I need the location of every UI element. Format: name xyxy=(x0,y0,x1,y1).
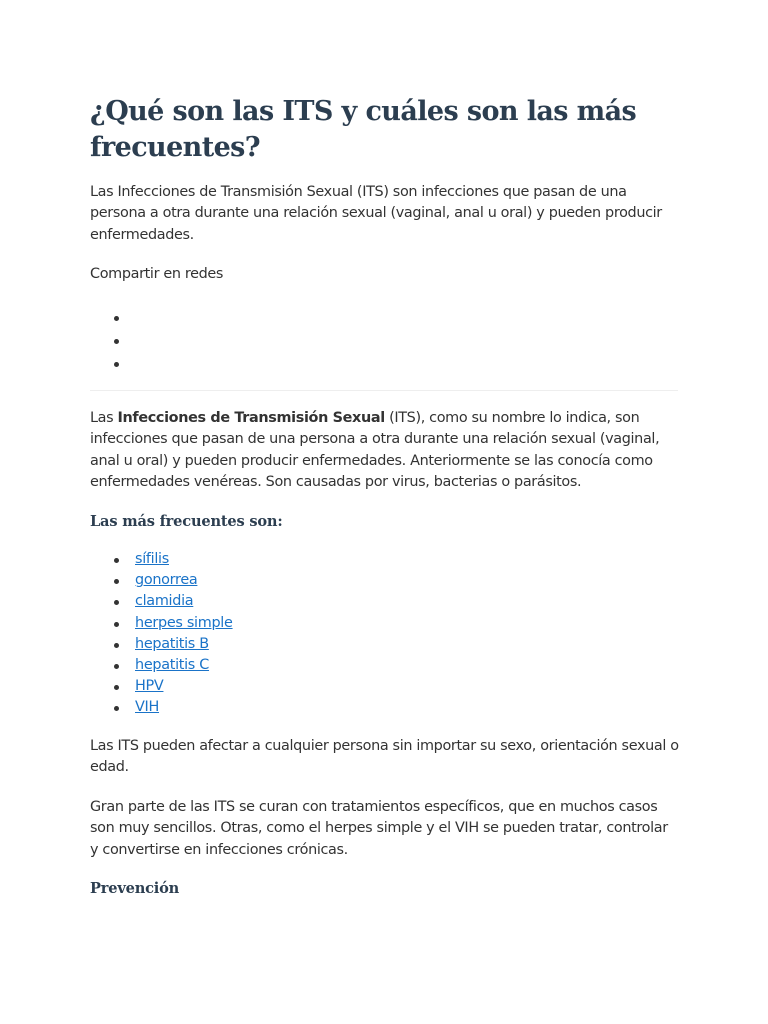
its-link-herpes-simple[interactable]: herpes simple xyxy=(135,614,233,631)
list-item xyxy=(90,697,233,718)
frequent-heading: Las más frecuentes son: xyxy=(90,513,283,530)
definition-bold-term: Infecciones de Transmisión Sexual xyxy=(117,410,385,426)
list-item xyxy=(90,676,233,697)
share-links-list xyxy=(90,307,135,376)
share-link-item[interactable] xyxy=(90,330,135,353)
list-item xyxy=(90,570,233,591)
its-link-vih[interactable]: VIH xyxy=(135,699,160,716)
list-item xyxy=(90,613,233,634)
definition-suffix: (ITS), como su nombre lo indica, son infecciones que pasan de una persona a otra durante una relación sexual (vaginal, anal u oral) y pueden producir enfermedades. Anteriormente se las conocía como enfermedades venéreas. Son causadas por virus, bacterias o parásitos. xyxy=(90,410,660,490)
treatment-paragraph: Gran parte de las ITS se curan con tratamientos específicos, que en muchos casos son muy sencillos. Otras, como el herpes simple y el VIH se pueden tratar, controlar y convertirse en infecciones crónicas. xyxy=(90,799,668,858)
page-title: ¿Qué son las ITS y cuáles son las más frecuentes? xyxy=(90,96,637,163)
prevention-heading: Prevención xyxy=(90,880,180,897)
its-link-hepatitis-c[interactable]: hepatitis C xyxy=(135,656,210,673)
list-item xyxy=(90,655,233,676)
share-link-item[interactable] xyxy=(90,307,135,330)
definition-prefix: Las xyxy=(90,410,118,426)
its-link-clamidia[interactable]: clamidia xyxy=(135,593,194,610)
share-label: Compartir en redes xyxy=(90,266,224,282)
share-link-item[interactable] xyxy=(90,353,135,376)
its-list xyxy=(90,549,233,719)
intro-paragraph: Las Infecciones de Transmisión Sexual (ITS) son infecciones que pasan de una persona a otra durante una relación sexual (vaginal, anal u oral) y pueden producir enfermedades. xyxy=(90,184,662,243)
list-item xyxy=(90,549,233,570)
list-item xyxy=(90,591,233,612)
list-item xyxy=(90,634,233,655)
its-link-sifilis[interactable]: sífilis xyxy=(135,551,169,567)
its-link-gonorrea[interactable]: gonorrea xyxy=(135,572,198,589)
affect-paragraph: Las ITS pueden afectar a cualquier persona sin importar su sexo, orientación sexual o edad. xyxy=(90,738,679,776)
its-link-hpv[interactable]: HPV xyxy=(135,678,164,695)
definition-paragraph xyxy=(90,408,680,493)
its-link-hepatitis-b[interactable]: hepatitis B xyxy=(135,635,209,652)
divider xyxy=(90,390,678,391)
